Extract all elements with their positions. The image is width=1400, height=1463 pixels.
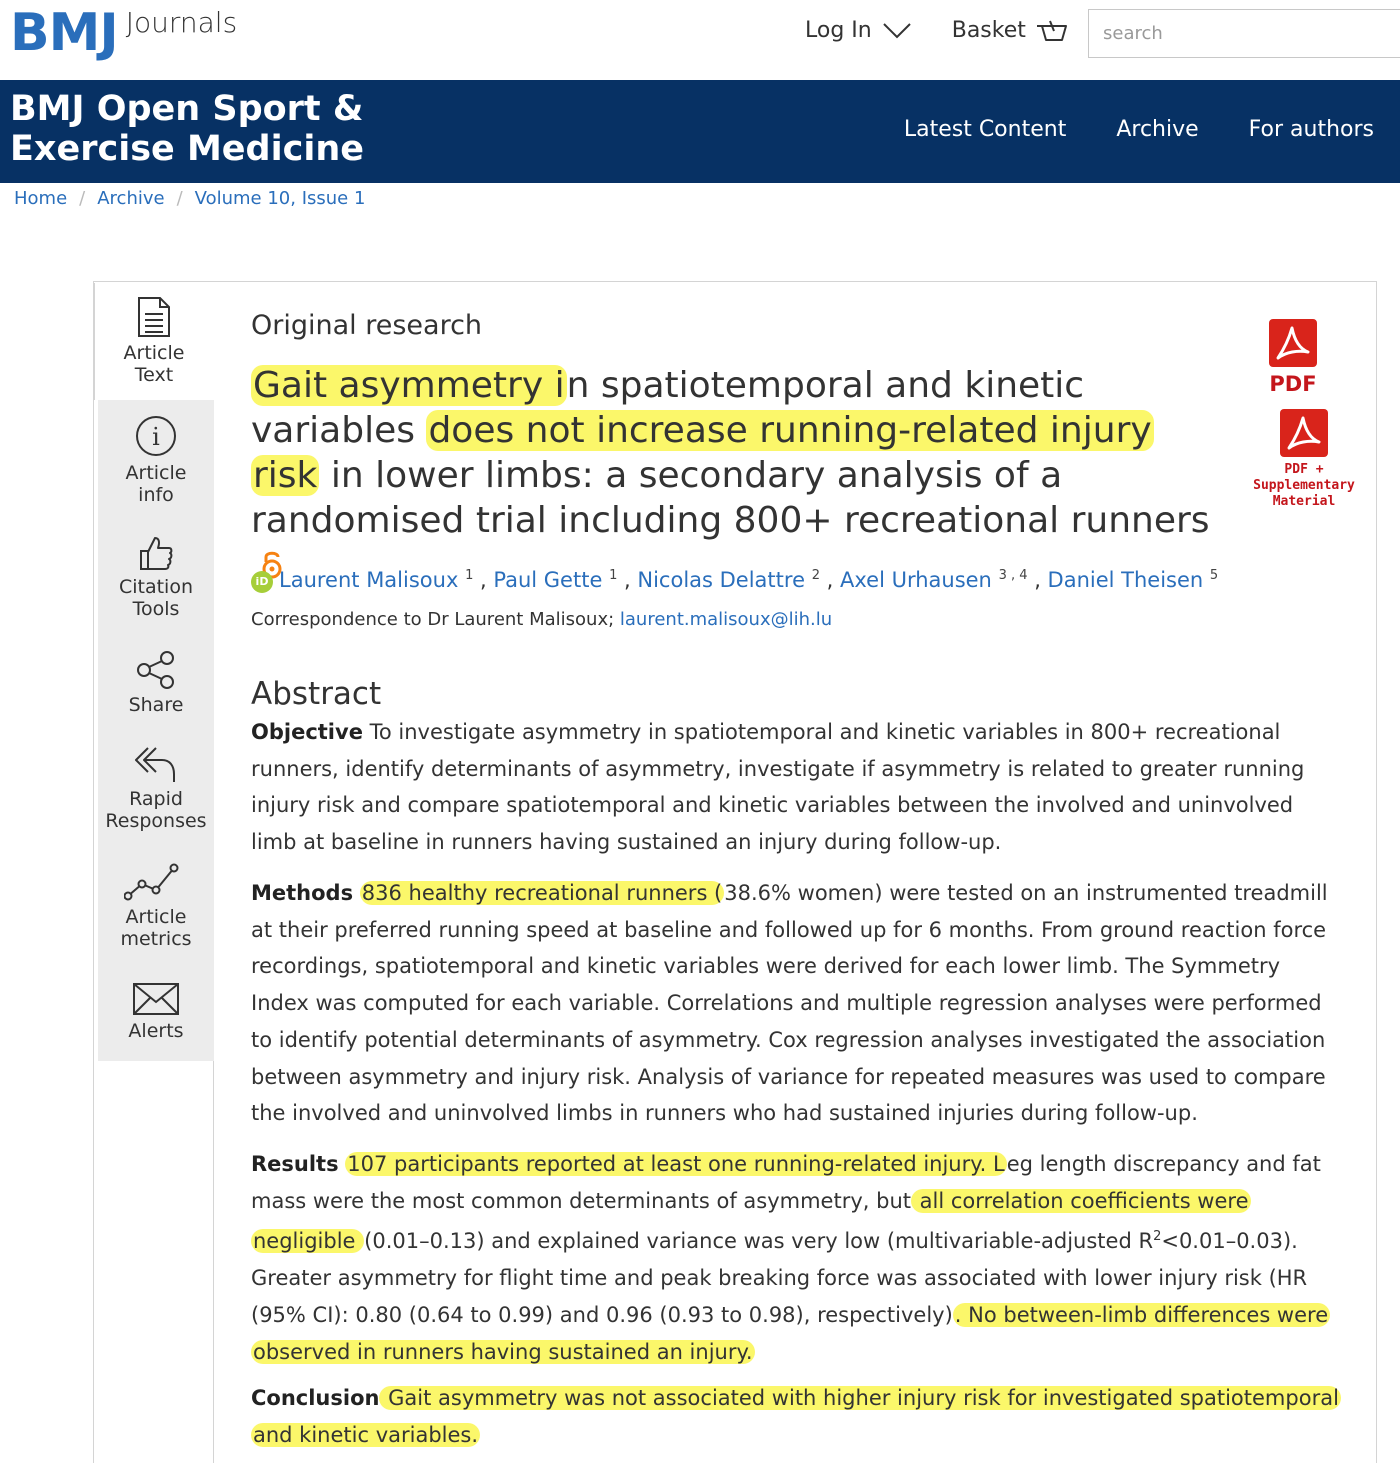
abstract-conclusion	[251, 1380, 1341, 1453]
pdf-supp-label: Supplementary	[1253, 478, 1355, 493]
results-highlight: 107 participants reported at least one running-related injury. L	[347, 1152, 1005, 1176]
sidebar-item-share[interactable]	[98, 650, 214, 716]
author-link[interactable]: Paul Gette	[493, 568, 603, 592]
bmj-journals-logo[interactable]	[10, 2, 237, 64]
document-icon	[136, 296, 172, 338]
sidebar-label: metrics	[120, 928, 192, 950]
author-link[interactable]: Nicolas Delattre	[637, 568, 805, 592]
sidebar-item-article-metrics[interactable]	[98, 862, 214, 950]
correspondence-label: Correspondence to Dr Laurent Malisoux;	[251, 609, 615, 630]
metrics-icon	[124, 862, 188, 902]
author-separator: ,	[617, 568, 638, 592]
title-highlight: Gait asymmetry i	[253, 365, 565, 406]
nav-for-authors[interactable]: For authors	[1248, 117, 1374, 142]
results-superscript: 2	[1153, 1229, 1162, 1245]
pdf-supplementary-button[interactable]	[1240, 408, 1368, 510]
content-divider	[213, 1061, 214, 1463]
sidebar-item-alerts[interactable]	[98, 982, 214, 1042]
pdf-label: PDF	[1269, 372, 1317, 396]
abstract-heading: Abstract	[251, 676, 382, 712]
thumbs-up-icon	[137, 534, 175, 572]
breadcrumb-separator: /	[176, 188, 183, 209]
login-label: Log In	[805, 18, 872, 43]
objective-text: To investigate asymmetry in spatiotemporal and kinetic variables in 800+ recreational runners, identify determinants of asymmetry, investigate if asymmetry is related to greater running injury risk and compare spatiotemporal and kinetic variables between the involved and uninvolved limb at baseline in runners having sustained an injury during follow-up.	[251, 720, 1305, 855]
methods-text: 38.6% women) were tested on an instrumented treadmill at their preferred running speed at baseline and followed up for 6 months. From ground reaction force recordings, spatiotemporal and kinetic variables were derived for each lower limb. The Symmetry Index was computed for each variable. Correlations and multiple regression analyses were performed to identify potential determinants of asymmetry. Cox regression analyses investigated the association between asymmetry and injury risk. Analysis of variance for repeated measures was used to compare the involved and uninvolved limbs in runners who had sustained injuries during follow-up.	[251, 881, 1328, 1126]
results-highlight: all correlation coefficients were negligible	[253, 1188, 1249, 1254]
author-separator: ,	[473, 568, 494, 592]
basket-icon	[1036, 19, 1068, 43]
sidebar-label: Citation	[118, 576, 194, 598]
pdf-download-button[interactable]	[1262, 318, 1324, 396]
breadcrumb	[14, 188, 365, 209]
journal-nav	[854, 117, 1374, 142]
sidebar-label: Article	[125, 906, 187, 928]
sidebar-label: Tools	[132, 598, 180, 620]
orcid-icon[interactable]: iD	[251, 571, 273, 593]
pdf-icon	[1279, 408, 1329, 458]
author-list	[251, 568, 1218, 593]
sidebar-item-article-text[interactable]	[96, 296, 212, 386]
sidebar-label: Article	[123, 342, 185, 364]
info-icon	[134, 414, 178, 458]
author-affiliation[interactable]: 2	[811, 568, 820, 583]
author-link[interactable]: Laurent Malisoux	[279, 568, 459, 592]
author-link[interactable]: Daniel Theisen	[1047, 568, 1204, 592]
sidebar-label: Text	[134, 364, 174, 386]
basket-label: Basket	[951, 18, 1026, 43]
results-text: eg length discrepancy and fat mass were the most common determinants of asymmetry, but	[251, 1152, 1321, 1213]
login-menu[interactable]	[805, 18, 912, 43]
sidebar-label: Alerts	[128, 1020, 184, 1042]
conclusion-highlight: Gait asymmetry was not associated with higher injury risk for investigated spatiotemporal and kinetic variables.	[253, 1386, 1339, 1447]
journal-banner	[0, 80, 1400, 183]
sidebar-label: Article	[125, 462, 187, 484]
journal-title[interactable]	[10, 89, 364, 169]
results-text: (0.01–0.13) and explained variance was very low (multivariable-adjusted R	[364, 1229, 1154, 1254]
author-affiliation[interactable]: 5	[1209, 568, 1219, 583]
pdf-supp-label: Material	[1272, 494, 1336, 509]
methods-highlight: 836 healthy recreational runners (	[361, 881, 723, 905]
conclusion-label: Conclusion	[251, 1386, 380, 1410]
methods-label: Methods	[251, 881, 354, 905]
sidebar-item-rapid-responses[interactable]	[98, 744, 214, 832]
author-link[interactable]: Axel Urhausen	[840, 568, 992, 592]
sidebar-label: info	[138, 484, 174, 506]
results-highlight: . No between-limb differences were observed in runners having sustained an injury.	[253, 1302, 1329, 1364]
top-bar	[0, 0, 1400, 80]
logo-mark: BMJ	[10, 3, 118, 63]
author-separator: ,	[819, 568, 840, 592]
envelope-icon	[132, 982, 180, 1016]
sidebar-label: Share	[128, 694, 184, 716]
reply-all-icon	[134, 744, 178, 784]
breadcrumb-home[interactable]: Home	[14, 188, 68, 209]
search-input[interactable]	[1088, 9, 1400, 58]
objective-label: Objective	[251, 720, 363, 744]
basket-link[interactable]	[952, 18, 1068, 43]
breadcrumb-separator: /	[79, 188, 86, 209]
results-text: <0.01–0.03). Greater asymmetry for flight time and peak breaking force was associated with lower injury risk (HR (95% CI): 0.80 (0.64 to 0.99) and 0.96 (0.93 to 0.98), respectively)	[251, 1229, 1308, 1327]
author-affiliation[interactable]: 1	[609, 568, 618, 583]
author-affiliation[interactable]: 3 , 4	[998, 568, 1028, 583]
pdf-supp-label: PDF +	[1284, 462, 1324, 477]
journal-title-line1: BMJ Open Sport &	[10, 89, 364, 129]
logo-text: Journals	[125, 6, 238, 39]
abstract-objective	[251, 714, 1341, 861]
pdf-icon	[1268, 318, 1318, 368]
title-text: in lower limbs: a secondary analysis of a randomised trial including 800+ recreational runners	[251, 455, 1210, 541]
nav-archive[interactable]: Archive	[1116, 117, 1199, 142]
correspondence	[251, 609, 832, 630]
chevron-down-icon	[882, 21, 912, 41]
author-affiliation[interactable]: 1	[465, 568, 474, 583]
breadcrumb-volume[interactable]: Volume 10, Issue 1	[194, 188, 366, 209]
svg-text:i: i	[152, 423, 160, 451]
article-title	[251, 363, 1211, 588]
title-text: n spatiotemporal and kinetic variables	[251, 365, 1085, 451]
article-type: Original research	[251, 310, 483, 341]
sidebar-item-citation-tools[interactable]	[98, 534, 214, 620]
journal-title-line2: Exercise Medicine	[10, 129, 364, 169]
sidebar-label: Responses	[105, 810, 207, 832]
sidebar-label: Rapid	[129, 788, 183, 810]
abstract-results	[251, 1146, 1341, 1370]
correspondence-email-link[interactable]: laurent.malisoux@lih.lu	[619, 609, 833, 630]
title-highlight: does not increase running-related injury risk	[253, 410, 1152, 496]
sidebar-item-article-info[interactable]	[98, 414, 214, 506]
share-icon	[135, 650, 177, 690]
abstract-methods	[251, 875, 1341, 1132]
nav-latest-content[interactable]: Latest Content	[903, 117, 1067, 142]
results-label: Results	[251, 1152, 339, 1176]
breadcrumb-archive[interactable]: Archive	[97, 188, 165, 209]
author-separator: ,	[1027, 568, 1048, 592]
